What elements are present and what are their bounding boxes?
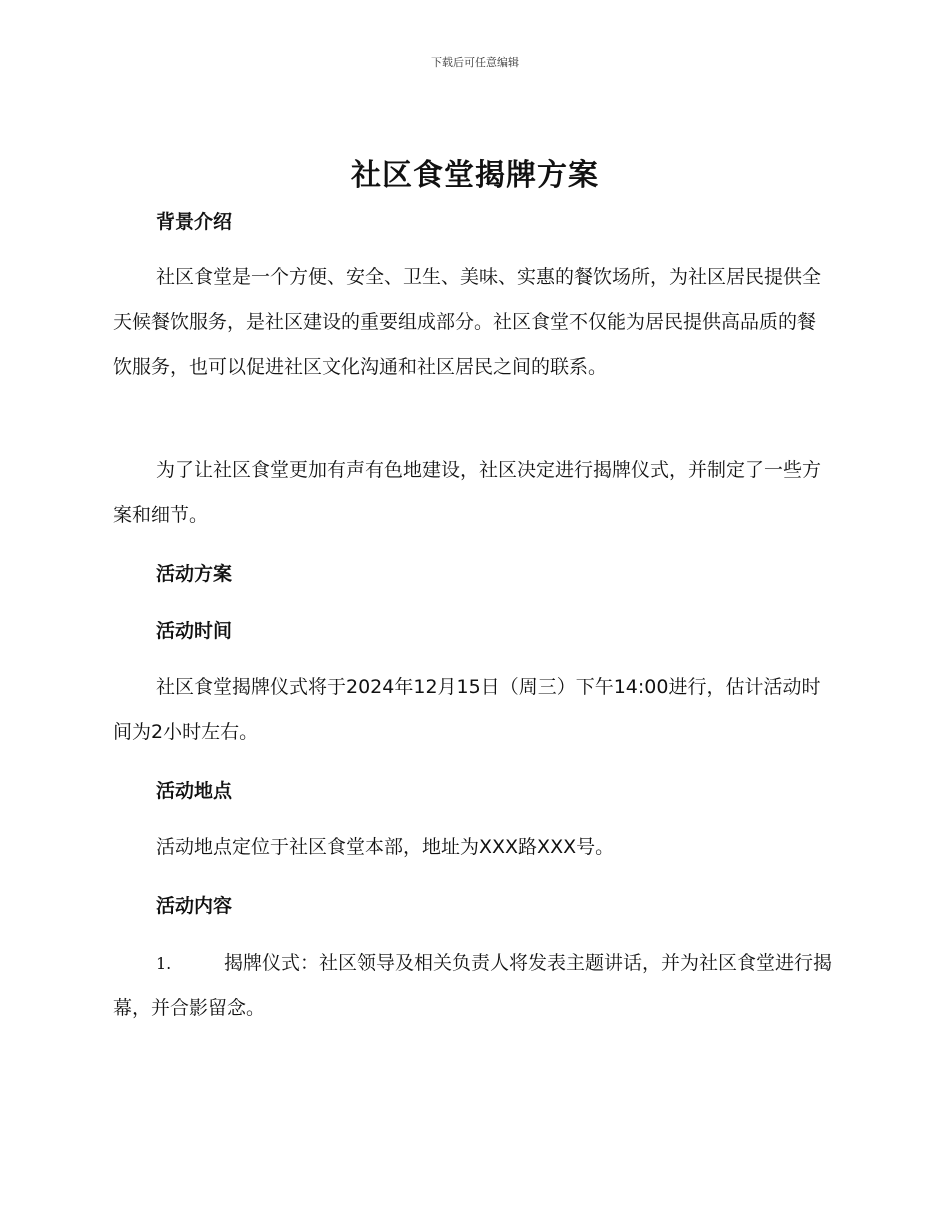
list-item [113, 941, 833, 1031]
document-title: 社区食堂揭牌方案 [351, 158, 599, 193]
plan-heading: 活动方案 [156, 563, 233, 585]
content-heading: 活动内容 [156, 895, 233, 917]
place-paragraph: 活动地点定位于社区食堂本部，地址为XXX路XXX号。 [156, 836, 615, 858]
list-item-text: 揭牌仪式：社区领导及相关负责人将发表主题讲话，并为社区食堂进行揭幕，并合影留念。 [113, 952, 833, 1019]
background-heading: 背景介绍 [156, 211, 233, 233]
page-header-note: 下载后可任意编辑 [431, 56, 519, 69]
time-paragraph: 社区食堂揭牌仪式将于2024年12月15日（周三）下午14:00进行，估计活动时间为2小时左右。 [113, 676, 821, 743]
place-heading: 活动地点 [156, 780, 233, 802]
background-paragraph-2: 为了让社区食堂更加有声有色地建设，社区决定进行揭牌仪式，并制定了一些方案和细节。 [113, 459, 822, 526]
list-item-number: 1. [156, 954, 172, 973]
background-paragraph-1: 社区食堂是一个方便、安全、卫生、美味、实惠的餐饮场所，为社区居民提供全天候餐饮服务，是社区建设的重要组成部分。社区食堂不仅能为居民提供高品质的餐饮服务，也可以促进社区文化沟通和社区居民之间的联系。 [113, 266, 822, 378]
time-heading: 活动时间 [156, 620, 233, 642]
